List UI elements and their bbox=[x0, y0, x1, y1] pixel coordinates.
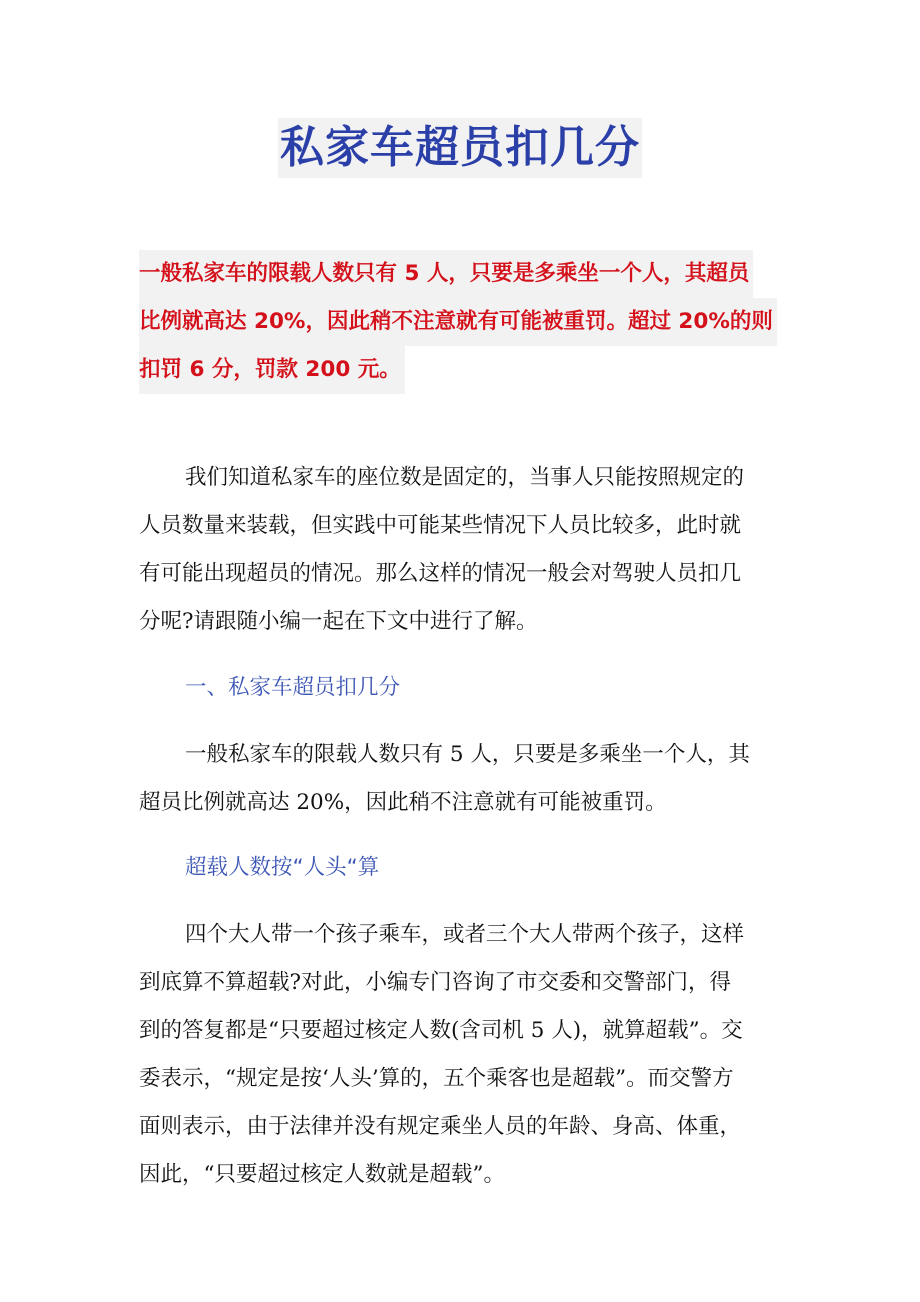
paragraph-line: 面则表示，由于法律并没有规定乘坐人员的年龄、身高、体重， bbox=[139, 1114, 742, 1139]
intro-paragraph bbox=[139, 454, 783, 646]
paragraph-line: 到底算不算超载?对此，小编专门咨询了市交委和交警部门，得 bbox=[139, 970, 732, 995]
sub-heading: 超载人数按“人头“算 bbox=[185, 855, 380, 880]
summary-line: 一般私家车的限载人数只有 5 人，只要是多乘坐一个人，其超员 bbox=[139, 250, 753, 298]
paragraph-line: 到的答复都是“只要超过核定人数(含司机 5 人)，就算超载”。交 bbox=[139, 1018, 743, 1043]
page-title: 私家车超员扣几分 bbox=[278, 118, 642, 178]
section-paragraph bbox=[139, 731, 783, 827]
paragraph-line: 委表示，“规定是按‘人头’算的，五个乘客也是超载”。而交警方 bbox=[139, 1066, 734, 1091]
paragraph-line: 一般私家车的限载人数只有 5 人，只要是多乘坐一个人，其 bbox=[185, 742, 750, 767]
paragraph-line: 有可能出现超员的情况。那么这样的情况一般会对驾驶人员扣几 bbox=[139, 561, 742, 586]
title-container bbox=[0, 118, 920, 178]
paragraph-line: 因此，“只要超过核定人数就是超载”。 bbox=[139, 1162, 505, 1187]
section-heading: 一、私家车超员扣几分 bbox=[185, 675, 401, 700]
summary-highlight bbox=[139, 250, 783, 394]
paragraph-line: 四个大人带一个孩子乘车，或者三个大人带两个孩子，这样 bbox=[185, 922, 745, 947]
paragraph-line: 我们知道私家车的座位数是固定的，当事人只能按照规定的 bbox=[185, 465, 745, 490]
summary-line: 比例就高达 20%，因此稍不注意就有可能被重罚。超过 20%的则 bbox=[139, 298, 777, 346]
paragraph-line: 分呢?请跟随小编一起在下文中进行了解。 bbox=[139, 609, 538, 634]
paragraph-line: 超员比例就高达 20%，因此稍不注意就有可能被重罚。 bbox=[139, 790, 667, 815]
paragraph-line: 人员数量来装载，但实践中可能某些情况下人员比较多，此时就 bbox=[139, 513, 742, 538]
summary-line: 扣罚 6 分，罚款 200 元。 bbox=[139, 346, 405, 394]
sub-paragraph bbox=[139, 911, 783, 1199]
